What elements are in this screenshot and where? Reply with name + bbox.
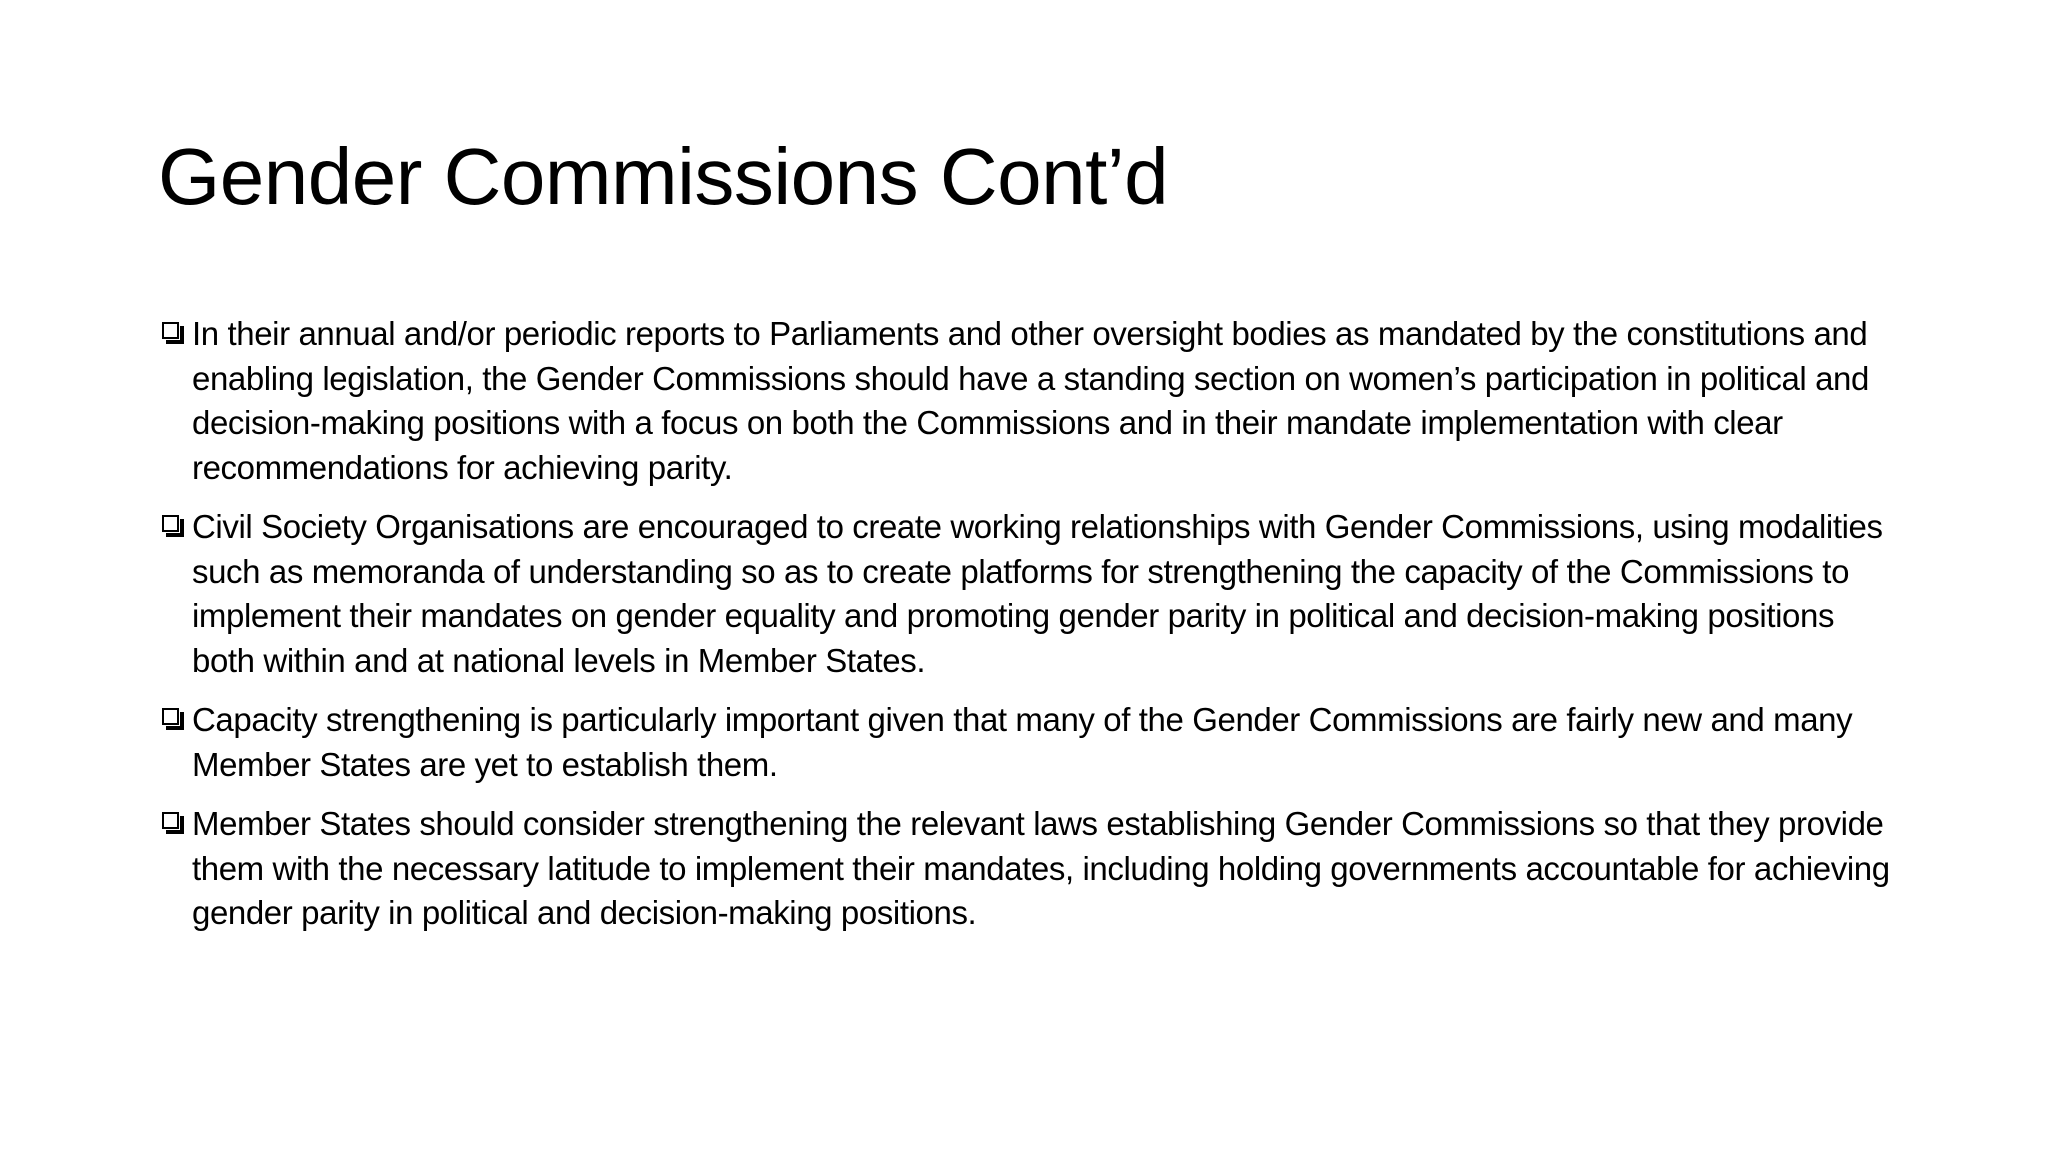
square-bullet-icon	[162, 708, 181, 727]
bullet-item	[158, 505, 1898, 683]
bullet-text: In their annual and/or periodic reports to Parliaments and other oversight bodies as mandated by the constitutions and enabling legislation, the Gender Commissions should have a standing section on women’s participation in political and decision-making positions with a focus on both the Commissions and in their mandate implementation with clear recommendations for achieving parity.	[192, 315, 1869, 486]
square-bullet-icon	[162, 515, 181, 534]
bullet-text: Capacity strengthening is particularly important given that many of the Gender Commissions are fairly new and many Member States are yet to establish them.	[192, 701, 1853, 783]
bullet-list	[158, 312, 1898, 951]
bullet-text: Civil Society Organisations are encouraged to create working relationships with Gender Commissions, using modalities such as memoranda of understanding so as to create platforms for strengthening the capacity of the Commissions to implement their mandates on gender equality and promoting gender parity in political and decision-making positions both within and at national levels in Member States.	[192, 508, 1883, 679]
square-bullet-icon	[162, 322, 181, 341]
slide-title: Gender Commissions Cont’d	[158, 132, 1169, 221]
square-bullet-icon	[162, 812, 181, 831]
bullet-item	[158, 312, 1898, 490]
bullet-text: Member States should consider strengthening the relevant laws establishing Gender Commissions so that they provide them with the necessary latitude to implement their mandates, including holding governments accountable for achieving gender parity in political and decision-making positions.	[192, 805, 1890, 931]
bullet-item	[158, 698, 1898, 787]
bullet-item	[158, 802, 1898, 936]
